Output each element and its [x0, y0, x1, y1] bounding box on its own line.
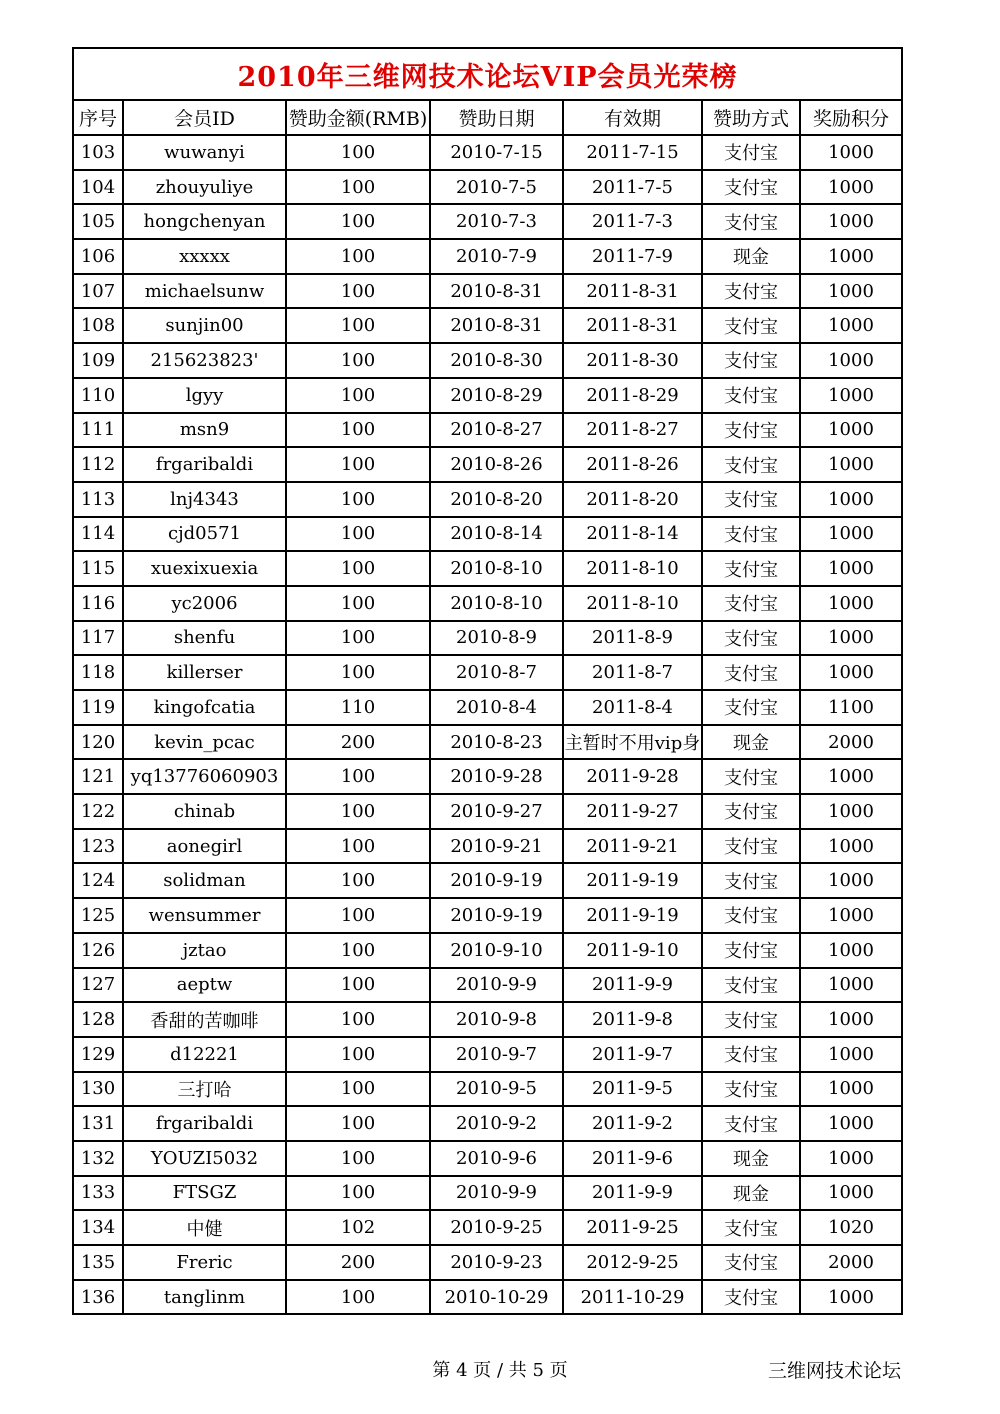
cell-valid-until: 2011-9-19	[563, 863, 702, 898]
cell-points: 1000	[800, 274, 902, 309]
cell-pay-method: 支付宝	[702, 170, 800, 205]
cell-valid-until: 2011-7-3	[563, 204, 702, 239]
cell-member-id: aonegirl	[123, 829, 286, 864]
cell-valid-until: 2011-7-9	[563, 239, 702, 274]
cell-date: 2010-9-9	[430, 968, 563, 1003]
cell-pay-method: 支付宝	[702, 482, 800, 517]
cell-points: 1000	[800, 1176, 902, 1211]
cell-member-id: 中健	[123, 1210, 286, 1245]
cell-no: 124	[73, 863, 123, 898]
cell-amount: 100	[286, 1002, 430, 1037]
cell-no: 123	[73, 829, 123, 864]
cell-no: 127	[73, 968, 123, 1003]
cell-member-id: Freric	[123, 1245, 286, 1280]
cell-pay-method: 支付宝	[702, 413, 800, 448]
cell-valid-until: 2011-9-19	[563, 898, 702, 933]
table-row	[73, 829, 902, 864]
cell-points: 1000	[800, 863, 902, 898]
cell-date: 2010-9-28	[430, 759, 563, 794]
cell-amount: 100	[286, 135, 430, 170]
cell-member-id: wuwanyi	[123, 135, 286, 170]
cell-pay-method: 支付宝	[702, 1245, 800, 1280]
table-row	[73, 551, 902, 586]
column-header: 序号	[73, 100, 123, 135]
column-header: 赞助日期	[430, 100, 563, 135]
cell-amount: 100	[286, 759, 430, 794]
honor-roll-sheet	[72, 47, 901, 1315]
table-row	[73, 1002, 902, 1037]
cell-points: 1000	[800, 794, 902, 829]
cell-valid-until: 2011-8-7	[563, 655, 702, 690]
cell-amount: 100	[286, 378, 430, 413]
cell-valid-until: 2011-9-5	[563, 1072, 702, 1107]
cell-pay-method: 支付宝	[702, 968, 800, 1003]
table-row	[73, 968, 902, 1003]
cell-date: 2010-8-30	[430, 343, 563, 378]
cell-valid-until: 2011-8-4	[563, 690, 702, 725]
cell-pay-method: 支付宝	[702, 933, 800, 968]
cell-date: 2010-9-10	[430, 933, 563, 968]
cell-points: 1000	[800, 655, 902, 690]
cell-valid-until: 2011-8-10	[563, 551, 702, 586]
cell-member-id: d12221	[123, 1037, 286, 1072]
table-row	[73, 1245, 902, 1280]
cell-no: 111	[73, 413, 123, 448]
site-name: 三维网技术论坛	[768, 1360, 902, 1382]
cell-date: 2010-9-23	[430, 1245, 563, 1280]
cell-pay-method: 支付宝	[702, 1037, 800, 1072]
cell-pay-method: 支付宝	[702, 1002, 800, 1037]
cell-date: 2010-10-29	[430, 1280, 563, 1315]
cell-member-id: msn9	[123, 413, 286, 448]
column-header: 奖励积分	[800, 100, 902, 135]
table-row	[73, 517, 902, 552]
vip-member-table	[72, 47, 903, 1315]
cell-amount: 100	[286, 794, 430, 829]
cell-valid-until: 2011-7-15	[563, 135, 702, 170]
cell-no: 110	[73, 378, 123, 413]
cell-points: 1000	[800, 759, 902, 794]
cell-member-id: jztao	[123, 933, 286, 968]
cell-member-id: michaelsunw	[123, 274, 286, 309]
cell-member-id: yc2006	[123, 586, 286, 621]
cell-points: 1000	[800, 1141, 902, 1176]
column-header: 有效期	[563, 100, 702, 135]
cell-valid-until: 2011-8-26	[563, 447, 702, 482]
cell-no: 121	[73, 759, 123, 794]
cell-no: 134	[73, 1210, 123, 1245]
cell-date: 2010-9-2	[430, 1106, 563, 1141]
table-row	[73, 794, 902, 829]
cell-date: 2010-8-9	[430, 621, 563, 656]
cell-amount: 100	[286, 343, 430, 378]
cell-date: 2010-9-5	[430, 1072, 563, 1107]
cell-valid-until: 2011-9-25	[563, 1210, 702, 1245]
cell-points: 2000	[800, 1245, 902, 1280]
cell-date: 2010-9-27	[430, 794, 563, 829]
table-row	[73, 1141, 902, 1176]
table-row	[73, 725, 902, 760]
cell-date: 2010-9-19	[430, 863, 563, 898]
cell-amount: 100	[286, 239, 430, 274]
cell-date: 2010-8-4	[430, 690, 563, 725]
cell-no: 117	[73, 621, 123, 656]
cell-date: 2010-9-25	[430, 1210, 563, 1245]
cell-member-id: sunjin00	[123, 308, 286, 343]
cell-member-id: hongchenyan	[123, 204, 286, 239]
cell-date: 2010-8-23	[430, 725, 563, 760]
cell-no: 115	[73, 551, 123, 586]
cell-points: 1000	[800, 968, 902, 1003]
cell-points: 1000	[800, 1037, 902, 1072]
cell-amount: 100	[286, 621, 430, 656]
table-row	[73, 274, 902, 309]
cell-points: 2000	[800, 725, 902, 760]
cell-points: 1000	[800, 378, 902, 413]
cell-amount: 100	[286, 1072, 430, 1107]
cell-points: 1000	[800, 933, 902, 968]
cell-points: 1000	[800, 586, 902, 621]
table-row	[73, 1106, 902, 1141]
cell-no: 135	[73, 1245, 123, 1280]
page-number: 第 4 页 / 共 5 页	[432, 1360, 568, 1381]
cell-member-id: FTSGZ	[123, 1176, 286, 1211]
cell-amount: 100	[286, 204, 430, 239]
cell-valid-until: 主暂时不用vip身	[563, 725, 702, 760]
cell-pay-method: 支付宝	[702, 1210, 800, 1245]
cell-points: 1000	[800, 551, 902, 586]
cell-points: 1000	[800, 135, 902, 170]
cell-pay-method: 现金	[702, 1141, 800, 1176]
cell-date: 2010-9-6	[430, 1141, 563, 1176]
table-row	[73, 1176, 902, 1211]
cell-date: 2010-8-20	[430, 482, 563, 517]
cell-no: 128	[73, 1002, 123, 1037]
cell-pay-method: 支付宝	[702, 586, 800, 621]
cell-date: 2010-9-9	[430, 1176, 563, 1211]
cell-points: 1000	[800, 447, 902, 482]
cell-amount: 100	[286, 655, 430, 690]
cell-date: 2010-9-8	[430, 1002, 563, 1037]
cell-no: 112	[73, 447, 123, 482]
cell-valid-until: 2011-9-21	[563, 829, 702, 864]
cell-pay-method: 现金	[702, 1176, 800, 1211]
cell-amount: 110	[286, 690, 430, 725]
cell-valid-until: 2011-10-29	[563, 1280, 702, 1315]
cell-points: 1000	[800, 308, 902, 343]
cell-date: 2010-7-9	[430, 239, 563, 274]
table-row	[73, 898, 902, 933]
cell-no: 131	[73, 1106, 123, 1141]
cell-member-id: frgaribaldi	[123, 1106, 286, 1141]
cell-pay-method: 支付宝	[702, 898, 800, 933]
cell-amount: 100	[286, 551, 430, 586]
cell-no: 114	[73, 517, 123, 552]
cell-pay-method: 支付宝	[702, 690, 800, 725]
cell-pay-method: 支付宝	[702, 135, 800, 170]
cell-valid-until: 2011-9-10	[563, 933, 702, 968]
table-row	[73, 586, 902, 621]
column-header-row	[73, 100, 902, 135]
cell-date: 2010-7-3	[430, 204, 563, 239]
cell-pay-method: 支付宝	[702, 274, 800, 309]
cell-pay-method: 支付宝	[702, 794, 800, 829]
table-row	[73, 1072, 902, 1107]
table-row	[73, 863, 902, 898]
cell-member-id: 215623823'	[123, 343, 286, 378]
cell-no: 133	[73, 1176, 123, 1211]
cell-no: 118	[73, 655, 123, 690]
cell-no: 106	[73, 239, 123, 274]
table-row	[73, 1210, 902, 1245]
table-row	[73, 933, 902, 968]
cell-amount: 100	[286, 829, 430, 864]
cell-member-id: shenfu	[123, 621, 286, 656]
cell-no: 129	[73, 1037, 123, 1072]
cell-valid-until: 2011-9-6	[563, 1141, 702, 1176]
cell-no: 105	[73, 204, 123, 239]
cell-valid-until: 2011-8-29	[563, 378, 702, 413]
cell-member-id: frgaribaldi	[123, 447, 286, 482]
cell-member-id: YOUZI5032	[123, 1141, 286, 1176]
cell-pay-method: 支付宝	[702, 655, 800, 690]
cell-amount: 100	[286, 482, 430, 517]
cell-date: 2010-8-29	[430, 378, 563, 413]
cell-amount: 200	[286, 725, 430, 760]
cell-valid-until: 2011-9-8	[563, 1002, 702, 1037]
cell-date: 2010-9-21	[430, 829, 563, 864]
cell-amount: 100	[286, 898, 430, 933]
cell-pay-method: 支付宝	[702, 621, 800, 656]
cell-no: 120	[73, 725, 123, 760]
cell-date: 2010-8-14	[430, 517, 563, 552]
table-body	[73, 135, 902, 1314]
cell-points: 1020	[800, 1210, 902, 1245]
cell-amount: 100	[286, 933, 430, 968]
cell-no: 104	[73, 170, 123, 205]
cell-points: 1000	[800, 482, 902, 517]
cell-member-id: zhouyuliye	[123, 170, 286, 205]
cell-pay-method: 现金	[702, 725, 800, 760]
cell-member-id: wensummer	[123, 898, 286, 933]
cell-pay-method: 支付宝	[702, 759, 800, 794]
cell-valid-until: 2011-8-14	[563, 517, 702, 552]
cell-date: 2010-7-5	[430, 170, 563, 205]
cell-points: 1000	[800, 1072, 902, 1107]
page-title: 2010年三维网技术论坛VIP会员光荣榜	[73, 48, 902, 100]
cell-valid-until: 2011-9-7	[563, 1037, 702, 1072]
cell-valid-until: 2011-8-20	[563, 482, 702, 517]
cell-points: 1100	[800, 690, 902, 725]
cell-amount: 100	[286, 968, 430, 1003]
cell-no: 103	[73, 135, 123, 170]
cell-member-id: kevin_pcac	[123, 725, 286, 760]
cell-amount: 100	[286, 308, 430, 343]
cell-no: 109	[73, 343, 123, 378]
cell-no: 132	[73, 1141, 123, 1176]
cell-amount: 100	[286, 413, 430, 448]
cell-valid-until: 2011-8-31	[563, 274, 702, 309]
table-row	[73, 655, 902, 690]
cell-amount: 100	[286, 517, 430, 552]
cell-amount: 100	[286, 1176, 430, 1211]
cell-member-id: tanglinm	[123, 1280, 286, 1315]
cell-member-id: aeptw	[123, 968, 286, 1003]
cell-member-id: xuexixuexia	[123, 551, 286, 586]
cell-amount: 100	[286, 586, 430, 621]
cell-member-id: lnj4343	[123, 482, 286, 517]
cell-pay-method: 现金	[702, 239, 800, 274]
cell-valid-until: 2011-8-31	[563, 308, 702, 343]
cell-pay-method: 支付宝	[702, 1280, 800, 1315]
cell-points: 1000	[800, 621, 902, 656]
cell-pay-method: 支付宝	[702, 863, 800, 898]
cell-member-id: 三打哈	[123, 1072, 286, 1107]
cell-valid-until: 2011-9-9	[563, 968, 702, 1003]
table-row	[73, 343, 902, 378]
cell-no: 107	[73, 274, 123, 309]
cell-pay-method: 支付宝	[702, 1106, 800, 1141]
cell-valid-until: 2011-8-30	[563, 343, 702, 378]
cell-no: 136	[73, 1280, 123, 1315]
cell-points: 1000	[800, 343, 902, 378]
cell-amount: 100	[286, 1106, 430, 1141]
column-header: 赞助金额(RMB)	[286, 100, 430, 135]
table-row	[73, 204, 902, 239]
cell-no: 126	[73, 933, 123, 968]
cell-points: 1000	[800, 204, 902, 239]
cell-no: 130	[73, 1072, 123, 1107]
table-row	[73, 1037, 902, 1072]
cell-pay-method: 支付宝	[702, 551, 800, 586]
cell-pay-method: 支付宝	[702, 204, 800, 239]
cell-points: 1000	[800, 1280, 902, 1315]
cell-pay-method: 支付宝	[702, 1072, 800, 1107]
table-row	[73, 239, 902, 274]
table-row	[73, 170, 902, 205]
cell-pay-method: 支付宝	[702, 447, 800, 482]
cell-pay-method: 支付宝	[702, 829, 800, 864]
cell-valid-until: 2012-9-25	[563, 1245, 702, 1280]
cell-member-id: 香甜的苦咖啡	[123, 1002, 286, 1037]
table-row	[73, 378, 902, 413]
cell-points: 1000	[800, 517, 902, 552]
cell-pay-method: 支付宝	[702, 517, 800, 552]
cell-points: 1000	[800, 1106, 902, 1141]
cell-date: 2010-8-26	[430, 447, 563, 482]
column-header: 赞助方式	[702, 100, 800, 135]
cell-no: 113	[73, 482, 123, 517]
cell-no: 116	[73, 586, 123, 621]
cell-valid-until: 2011-7-5	[563, 170, 702, 205]
cell-member-id: chinab	[123, 794, 286, 829]
table-row	[73, 447, 902, 482]
cell-pay-method: 支付宝	[702, 343, 800, 378]
cell-amount: 100	[286, 170, 430, 205]
cell-member-id: cjd0571	[123, 517, 286, 552]
cell-amount: 100	[286, 274, 430, 309]
cell-amount: 100	[286, 863, 430, 898]
cell-valid-until: 2011-9-28	[563, 759, 702, 794]
table-row	[73, 308, 902, 343]
cell-date: 2010-8-7	[430, 655, 563, 690]
table-row	[73, 621, 902, 656]
cell-date: 2010-8-27	[430, 413, 563, 448]
cell-member-id: xxxxx	[123, 239, 286, 274]
cell-no: 125	[73, 898, 123, 933]
cell-member-id: yq13776060903	[123, 759, 286, 794]
cell-no: 119	[73, 690, 123, 725]
cell-points: 1000	[800, 829, 902, 864]
cell-valid-until: 2011-8-9	[563, 621, 702, 656]
cell-points: 1000	[800, 239, 902, 274]
table-row	[73, 690, 902, 725]
cell-date: 2010-7-15	[430, 135, 563, 170]
cell-date: 2010-8-10	[430, 551, 563, 586]
cell-amount: 100	[286, 1280, 430, 1315]
cell-date: 2010-8-31	[430, 308, 563, 343]
cell-amount: 100	[286, 1037, 430, 1072]
cell-valid-until: 2011-9-27	[563, 794, 702, 829]
cell-member-id: kingofcatia	[123, 690, 286, 725]
cell-valid-until: 2011-9-2	[563, 1106, 702, 1141]
cell-points: 1000	[800, 170, 902, 205]
cell-no: 108	[73, 308, 123, 343]
column-header: 会员ID	[123, 100, 286, 135]
cell-no: 122	[73, 794, 123, 829]
table-row	[73, 413, 902, 448]
cell-points: 1000	[800, 1002, 902, 1037]
cell-amount: 200	[286, 1245, 430, 1280]
cell-pay-method: 支付宝	[702, 308, 800, 343]
cell-date: 2010-8-31	[430, 274, 563, 309]
table-row	[73, 135, 902, 170]
cell-valid-until: 2011-8-10	[563, 586, 702, 621]
table-row	[73, 482, 902, 517]
cell-amount: 102	[286, 1210, 430, 1245]
cell-member-id: solidman	[123, 863, 286, 898]
cell-member-id: killerser	[123, 655, 286, 690]
cell-pay-method: 支付宝	[702, 378, 800, 413]
cell-valid-until: 2011-9-9	[563, 1176, 702, 1211]
cell-points: 1000	[800, 898, 902, 933]
cell-date: 2010-8-10	[430, 586, 563, 621]
cell-date: 2010-9-7	[430, 1037, 563, 1072]
cell-member-id: lgyy	[123, 378, 286, 413]
cell-amount: 100	[286, 1141, 430, 1176]
table-row	[73, 759, 902, 794]
cell-date: 2010-9-19	[430, 898, 563, 933]
cell-amount: 100	[286, 447, 430, 482]
cell-points: 1000	[800, 413, 902, 448]
table-row	[73, 1280, 902, 1315]
cell-valid-until: 2011-8-27	[563, 413, 702, 448]
